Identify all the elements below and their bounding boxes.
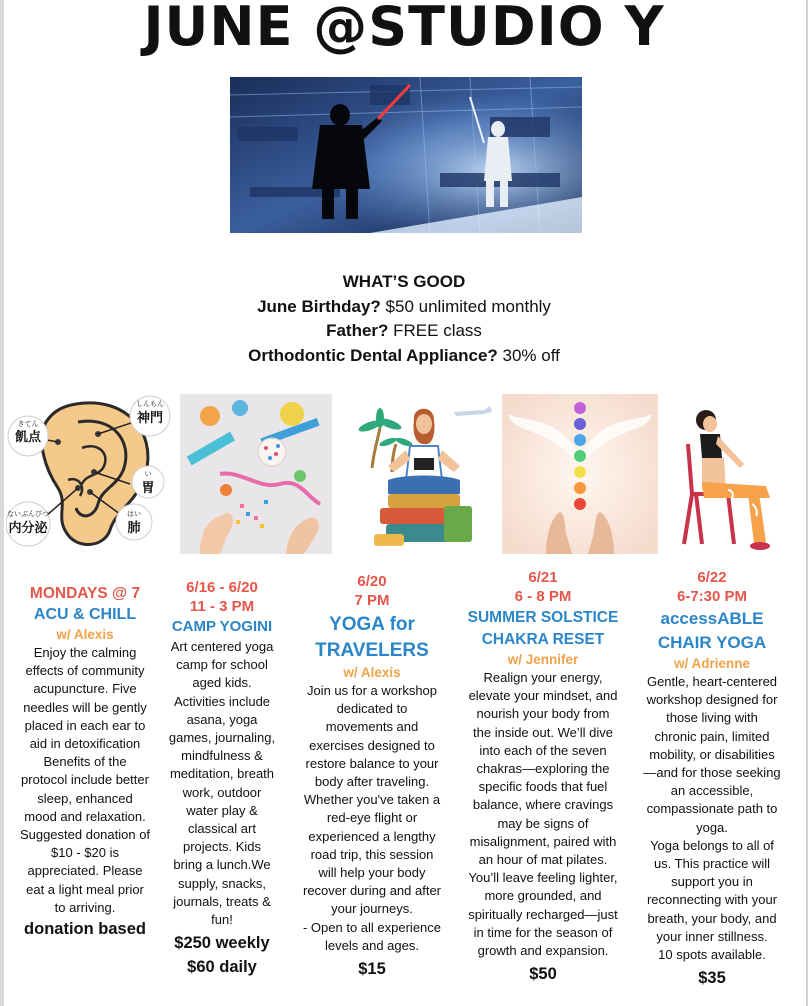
description-line: chronic pain, limited xyxy=(654,728,770,744)
description-line: mood and relaxation. xyxy=(24,808,146,824)
class-column-yoga-travelers xyxy=(296,572,448,981)
description-line: workshop designed for xyxy=(646,692,778,708)
class-description xyxy=(6,644,164,917)
description-line: growth and expansion. xyxy=(477,943,609,959)
hero-duel-scene xyxy=(230,77,582,233)
class-instructor: w/ Adrienne xyxy=(673,656,750,671)
promo-value: $50 unlimited monthly xyxy=(380,296,551,316)
description-line: —and for those seeking xyxy=(643,765,781,781)
description-line: mobility, or disabilities xyxy=(649,746,775,762)
class-description xyxy=(638,673,786,964)
description-line: Gentle, heart-centered xyxy=(646,674,778,689)
description-line: Suggested donation of xyxy=(19,827,151,843)
description-line: nourish your body from xyxy=(476,706,610,722)
description-line: levels and ages. xyxy=(325,937,419,953)
description-line: misalignment, paired with xyxy=(469,833,617,849)
description-line: mindfulness & xyxy=(181,748,263,764)
class-name-line: CHAKRA RESET xyxy=(481,631,605,648)
promo-label: Orthodontic Dental Appliance? xyxy=(248,345,498,365)
ear-label: 肺 xyxy=(127,521,141,536)
class-name-line: TRAVELERS xyxy=(315,640,429,661)
class-instructor: w/ Alexis xyxy=(56,627,114,642)
description-line: Art centered yoga xyxy=(170,639,274,654)
description-line: Activities include xyxy=(173,693,271,709)
chakra-hands-illustration xyxy=(502,394,658,554)
description-line: $10 - $20 is xyxy=(51,845,119,861)
description-line: balance, where cravings xyxy=(472,797,614,813)
hero-image xyxy=(230,77,582,233)
craft-table-photo xyxy=(180,394,332,554)
description-line: placed in each ear to xyxy=(24,717,146,733)
description-line: Benefits of the xyxy=(43,754,127,770)
description-line: into each of the seven xyxy=(479,742,607,758)
promo-line xyxy=(0,319,808,344)
description-line: journals, treats & xyxy=(173,893,271,909)
description-line: Yoga belongs to all of xyxy=(650,837,774,853)
description-line: recover during and after xyxy=(302,883,442,899)
class-price xyxy=(296,957,448,981)
description-line: reconnecting with your xyxy=(646,892,778,908)
description-line: fun! xyxy=(211,912,233,928)
class-name-line: accessABLE xyxy=(660,609,764,628)
chair-yoga-illustration xyxy=(662,394,802,554)
description-line: us. This practice will xyxy=(653,856,771,872)
description-line: specific foods that fuel xyxy=(478,779,608,795)
description-line: will help your body xyxy=(318,865,426,881)
class-column-acu-chill xyxy=(6,584,164,941)
description-line: exercises designed to xyxy=(309,737,435,753)
chakra-image xyxy=(502,394,658,554)
description-line: in time for the season of xyxy=(473,924,613,940)
ear-diagram xyxy=(6,392,176,554)
price-line: $60 daily xyxy=(187,958,257,977)
description-line: road trip, this session xyxy=(310,846,434,862)
description-line: camp for school xyxy=(176,657,268,673)
chair-yoga-image xyxy=(662,394,802,554)
description-line: Join us for a workshop xyxy=(306,683,438,698)
class-name-line: CHAIR YOGA xyxy=(657,633,767,652)
promo-label: Father? xyxy=(326,321,389,340)
description-line: projects. Kids xyxy=(182,839,262,855)
class-column-camp-yogini xyxy=(164,578,280,979)
ear-acupuncture-image xyxy=(6,392,176,554)
description-line: red-eye flight or xyxy=(326,810,418,826)
description-line: 10 spots available. xyxy=(658,947,766,963)
description-line: yoga. xyxy=(696,819,728,835)
description-line: effects of community xyxy=(25,663,145,679)
description-line: appreciated. Please xyxy=(27,863,143,879)
whats-good-section xyxy=(0,270,808,368)
description-line: eat a light meal prior xyxy=(26,881,144,897)
class-name: ACU & CHILL xyxy=(33,606,137,623)
ear-label-small: しんもん xyxy=(136,400,164,408)
ear-label-small: ないぶんぴつ xyxy=(7,510,49,518)
ear-label-small: きてん xyxy=(17,420,39,428)
class-instructor: w/ Alexis xyxy=(343,665,401,680)
description-line: movements and xyxy=(325,719,419,735)
price-line: $250 weekly xyxy=(174,934,270,953)
description-line: protocol include better xyxy=(21,772,149,788)
promo-label: June Birthday? xyxy=(257,296,381,316)
description-line: Realign your energy, xyxy=(483,670,603,685)
description-line: games, journaling, xyxy=(168,730,276,746)
description-line: your inner stillness. xyxy=(656,928,768,944)
price-line: $50 xyxy=(529,965,557,984)
description-line: breath, your body, and xyxy=(647,910,777,926)
description-line: may be signs of xyxy=(497,815,589,831)
class-column-solstice-chakra xyxy=(460,568,626,986)
promo-value: FREE class xyxy=(388,321,482,340)
description-line: the inside out. We’ll dive xyxy=(473,724,613,740)
ear-label: 飢点 xyxy=(14,430,42,445)
page-title: JUNE @STUDIO Y xyxy=(143,0,665,58)
description-line: more grounded, and xyxy=(484,888,602,904)
description-line: your journeys. xyxy=(331,901,413,917)
class-date: 6/16 - 6/20 xyxy=(186,579,258,596)
description-line: Whether you've taken a xyxy=(303,792,441,808)
description-line: restore balance to your xyxy=(305,755,439,771)
description-line: spiritually recharged—just xyxy=(468,906,618,922)
class-name xyxy=(638,607,786,655)
ear-label: 内分泌 xyxy=(8,521,48,536)
promo-line xyxy=(0,344,808,369)
promo-line xyxy=(0,295,808,320)
description-line: an accessible, xyxy=(670,783,754,799)
class-name-line: YOGA for xyxy=(329,614,415,635)
description-line: experienced a lengthy xyxy=(308,828,436,844)
description-line: an hour of mat pilates. xyxy=(478,852,608,868)
description-line: bring a lunch.We xyxy=(173,857,271,873)
class-name-line: SUMMER SOLSTICE xyxy=(467,609,619,626)
description-line: chakras—exploring the xyxy=(476,761,610,777)
description-line: body after traveling. xyxy=(314,774,430,790)
class-name: CAMP YOGINI xyxy=(171,618,273,635)
class-description xyxy=(296,682,448,955)
class-time: 7 PM xyxy=(354,592,390,609)
ear-label-small: はい xyxy=(127,510,141,518)
description-line: elevate your mindset, and xyxy=(468,688,618,704)
ear-label: 神門 xyxy=(136,411,164,426)
price-line: $15 xyxy=(358,960,386,979)
class-time: 11 - 3 PM xyxy=(189,598,255,615)
description-line: You’ll leave feeling lighter, xyxy=(468,870,618,886)
promo-value: 30% off xyxy=(497,345,560,365)
class-time: 6 - 8 PM xyxy=(514,588,572,605)
class-date: 6/20 xyxy=(357,573,387,590)
class-name xyxy=(296,612,448,664)
class-price xyxy=(638,966,786,990)
class-time: 6-7:30 PM xyxy=(676,588,748,605)
class-column-chair-yoga xyxy=(638,568,786,990)
art-supplies-image xyxy=(180,394,332,554)
class-date: 6/21 xyxy=(528,569,558,586)
description-line: meditation, breath xyxy=(169,766,275,782)
description-line: - Open to all experience xyxy=(302,919,442,935)
description-line: acupuncture. Five xyxy=(33,681,137,697)
class-date: 6/22 xyxy=(697,569,727,586)
ear-label: 胃 xyxy=(141,481,155,496)
class-description xyxy=(164,638,280,929)
class-instructor: w/ Jennifer xyxy=(507,652,579,667)
description-line: aged kids. xyxy=(192,675,252,691)
description-line: dedicated to xyxy=(336,701,408,717)
ear-label-small: い xyxy=(144,470,152,478)
price-line: donation based xyxy=(24,920,146,939)
class-description xyxy=(460,669,626,960)
description-line: support you in xyxy=(671,874,753,890)
class-price xyxy=(164,931,280,979)
meditating-traveler-illustration xyxy=(344,394,500,554)
description-line: to arriving. xyxy=(54,899,116,915)
price-line: $35 xyxy=(698,969,726,988)
traveler-meditation-image xyxy=(344,394,500,554)
page-border-left xyxy=(0,0,4,1006)
description-line: asana, yoga xyxy=(186,711,258,727)
description-line: supply, snacks, xyxy=(178,875,266,891)
description-line: aid in detoxification xyxy=(29,736,141,752)
description-line: those living with xyxy=(666,710,758,726)
description-line: Enjoy the calming xyxy=(33,645,137,660)
description-line: water play & xyxy=(186,802,258,818)
class-name xyxy=(460,607,626,651)
class-date: MONDAYS @ 7 xyxy=(29,585,141,602)
class-price xyxy=(460,962,626,986)
description-line: classical art xyxy=(188,821,256,837)
description-line: sleep, enhanced xyxy=(37,790,133,806)
whats-good-heading: WHAT’S GOOD xyxy=(342,272,466,291)
description-line: compassionate path to xyxy=(646,801,778,817)
description-line: work, outdoor xyxy=(182,784,262,800)
description-line: needles will be gently xyxy=(23,699,147,715)
class-price xyxy=(6,917,164,941)
